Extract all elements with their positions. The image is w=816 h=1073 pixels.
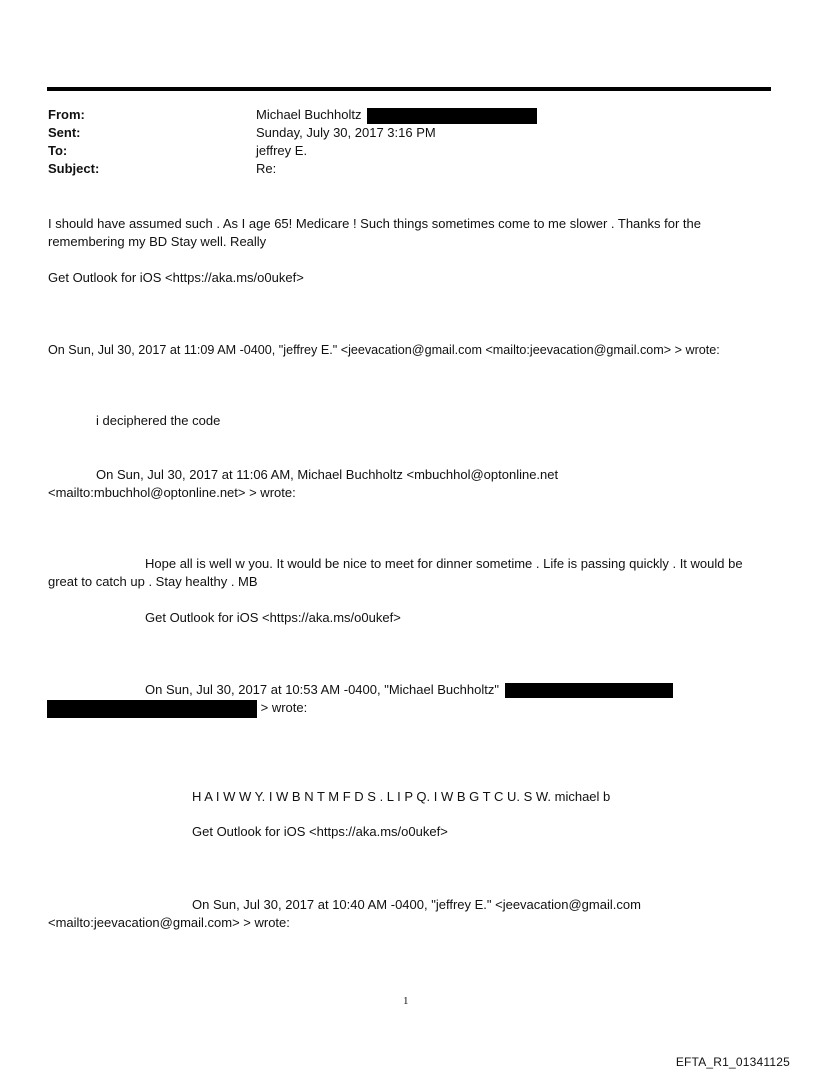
redaction-block [367, 108, 537, 124]
quote-header-3-wrote: > wrote: [260, 700, 308, 715]
subject-label: Subject: [48, 161, 100, 176]
quote-header-2-line-2: <mailto:mbuchhol@optonline.net> > wrote: [48, 485, 296, 500]
sent-value: Sunday, July 30, 2017 3:16 PM [256, 125, 436, 140]
sent-label: Sent: [48, 125, 81, 140]
from-value [256, 106, 537, 124]
quote-header-3-line-1 [145, 681, 673, 699]
quote-header-4-line-1: On Sun, Jul 30, 2017 at 10:40 AM -0400, "jeffrey E." <jeevacation@gmail.com [192, 897, 641, 912]
outlook-link-3: Get Outlook for iOS <https://aka.ms/o0ukef> [192, 824, 448, 839]
body-line-2: remembering my BD Stay well. Really [48, 234, 267, 249]
hope-line-1: Hope all is well w you. It would be nice to meet for dinner sometime . Life is passing quickly . It would be [145, 556, 743, 571]
quote-header-3-text: On Sun, Jul 30, 2017 at 10:53 AM -0400, "Michael Buchholtz" [145, 682, 499, 697]
quote-header-3-line-2 [47, 699, 307, 718]
outlook-link-2: Get Outlook for iOS <https://aka.ms/o0ukef> [145, 610, 401, 625]
page-number: 1 [403, 995, 409, 1007]
deciphered-line: i deciphered the code [96, 413, 221, 428]
quote-header-4-line-2: <mailto:jeevacation@gmail.com> > wrote: [48, 915, 290, 930]
to-value: jeffrey E. [256, 143, 308, 158]
body-line-1: I should have assumed such . As I age 65! Medicare ! Such things sometimes come to me slower . Thanks for the [48, 216, 701, 231]
redaction-block [505, 683, 673, 698]
subject-value: Re: [256, 161, 277, 176]
bates-number: EFTA_R1_01341125 [675, 1055, 790, 1069]
header-rule [47, 87, 771, 91]
coded-message: H A I W W Y. I W B N T M F D S . L I P Q. I W B G T C U. S W. michael b [192, 789, 611, 804]
quote-header-2-line-1: On Sun, Jul 30, 2017 at 11:06 AM, Michael Buchholtz <mbuchhol@optonline.net [96, 467, 559, 482]
from-name: Michael Buchholtz [256, 107, 362, 122]
quote-header-1: On Sun, Jul 30, 2017 at 11:09 AM -0400, "jeffrey E." <jeevacation@gmail.com <mailto:jeevacation@gmail.com> > wrote: [48, 343, 720, 357]
outlook-link-1: Get Outlook for iOS <https://aka.ms/o0ukef> [48, 270, 304, 285]
to-label: To: [48, 143, 68, 158]
from-label: From: [48, 107, 85, 122]
redaction-block [47, 700, 257, 718]
hope-line-2: great to catch up . Stay healthy . MB [48, 574, 258, 589]
